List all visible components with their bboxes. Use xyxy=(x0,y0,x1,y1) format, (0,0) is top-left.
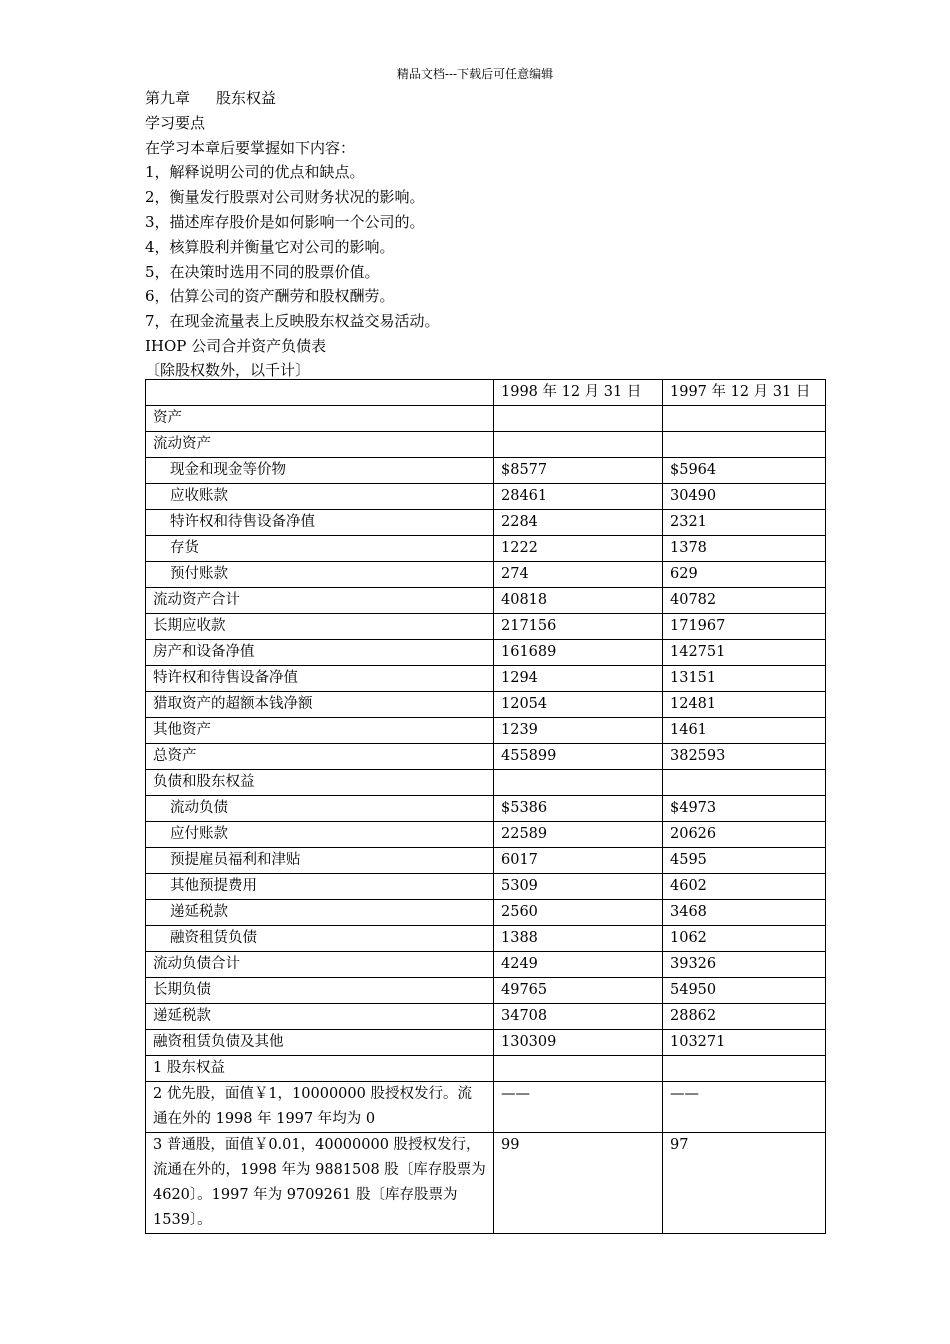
balance-sheet-table xyxy=(145,379,826,1234)
objective-item: 2，衡量发行股票对公司财务状况的影响。 xyxy=(145,188,425,207)
value-1998: 1239 xyxy=(494,717,663,743)
row-label: 负债和股东权益 xyxy=(146,769,494,795)
value-1998: —— xyxy=(494,1081,663,1132)
table-title: IHOP 公司合并资产负债表 xyxy=(145,336,327,355)
row-label: 总资产 xyxy=(146,743,494,769)
value-1997: 382593 xyxy=(663,743,826,769)
chapter-title: 股东权益 xyxy=(216,89,277,107)
row-label: 流动资产 xyxy=(146,431,494,457)
header-cell-1998: 1998 年 12 月 31 日 xyxy=(494,379,663,405)
value-1997: 2321 xyxy=(663,509,826,535)
objectives-list xyxy=(145,160,825,334)
row-label: 长期应收款 xyxy=(146,613,494,639)
row-label: 应收账款 xyxy=(146,483,494,509)
value-1998: $8577 xyxy=(494,457,663,483)
value-1997: 54950 xyxy=(663,977,826,1003)
row-label: 2 优先股，面值￥1，10000000 股授权发行。流通在外的 1998 年 1997 年均为 0 xyxy=(146,1081,494,1132)
row-label: 特许权和待售设备净值 xyxy=(146,509,494,535)
row-label: 递延税款 xyxy=(146,899,494,925)
table-row xyxy=(146,561,826,587)
value-1997: 142751 xyxy=(663,639,826,665)
value-1997: 13151 xyxy=(663,665,826,691)
value-1997: 28862 xyxy=(663,1003,826,1029)
table-row xyxy=(146,769,826,795)
table-row xyxy=(146,1081,826,1132)
value-1998: 1294 xyxy=(494,665,663,691)
value-1998: 22589 xyxy=(494,821,663,847)
row-label: 其他预提费用 xyxy=(146,873,494,899)
table-row xyxy=(146,873,826,899)
value-1997: 1062 xyxy=(663,925,826,951)
value-1998: 130309 xyxy=(494,1029,663,1055)
table-row xyxy=(146,1132,826,1233)
value-1997: 103271 xyxy=(663,1029,826,1055)
value-1998: 40818 xyxy=(494,587,663,613)
value-1998 xyxy=(494,405,663,431)
value-1997: —— xyxy=(663,1081,826,1132)
table-row xyxy=(146,847,826,873)
table-row xyxy=(146,1029,826,1055)
value-1997: 12481 xyxy=(663,691,826,717)
table-row xyxy=(146,951,826,977)
value-1998: 274 xyxy=(494,561,663,587)
value-1998: 12054 xyxy=(494,691,663,717)
value-1998: 455899 xyxy=(494,743,663,769)
table-row xyxy=(146,795,826,821)
value-1997: $5964 xyxy=(663,457,826,483)
value-1998: 34708 xyxy=(494,1003,663,1029)
document-body xyxy=(145,86,825,1234)
table-note: 〔除股权数外，以千计〕 xyxy=(145,360,311,379)
row-label: 房产和设备净值 xyxy=(146,639,494,665)
row-label: 3 普通股，面值￥0.01，40000000 股授权发行，流通在外的，1998 年为 9881508 股〔库存股票为 4620〕。1997 年为 9709261 股〔库存股票为 1539〕。 xyxy=(146,1132,494,1233)
header-cell-1997: 1997 年 12 月 31 日 xyxy=(663,379,826,405)
value-1997: 4602 xyxy=(663,873,826,899)
row-label: 递延税款 xyxy=(146,1003,494,1029)
value-1998: 1388 xyxy=(494,925,663,951)
value-1997: 40782 xyxy=(663,587,826,613)
table-row xyxy=(146,665,826,691)
objective-item: 5，在决策时选用不同的股票价值。 xyxy=(145,262,380,281)
row-label: 流动负债合计 xyxy=(146,951,494,977)
table-row xyxy=(146,1003,826,1029)
table-row xyxy=(146,587,826,613)
value-1998: 28461 xyxy=(494,483,663,509)
row-label: 存货 xyxy=(146,535,494,561)
page-header: 精品文档---下载后可任意编辑 xyxy=(396,67,554,81)
row-label: 猎取资产的超额本钱净额 xyxy=(146,691,494,717)
value-1998: $5386 xyxy=(494,795,663,821)
value-1997: 20626 xyxy=(663,821,826,847)
chapter-number: 第九章 xyxy=(145,89,191,107)
table-header-row xyxy=(146,379,826,405)
value-1998: 1222 xyxy=(494,535,663,561)
value-1997: 39326 xyxy=(663,951,826,977)
row-label: 融资租赁负债及其他 xyxy=(146,1029,494,1055)
objective-item: 4，核算股利并衡量它对公司的影响。 xyxy=(145,237,395,256)
value-1997 xyxy=(663,769,826,795)
table-row xyxy=(146,535,826,561)
value-1997: 4595 xyxy=(663,847,826,873)
table-row xyxy=(146,639,826,665)
table-row xyxy=(146,613,826,639)
value-1998: 161689 xyxy=(494,639,663,665)
value-1997: $4973 xyxy=(663,795,826,821)
table-row xyxy=(146,691,826,717)
value-1998: 99 xyxy=(494,1132,663,1233)
row-label: 流动负债 xyxy=(146,795,494,821)
objective-item: 1，解释说明公司的优点和缺点。 xyxy=(145,163,365,182)
table-row xyxy=(146,509,826,535)
table-row xyxy=(146,1055,826,1081)
table-row xyxy=(146,977,826,1003)
value-1998: 217156 xyxy=(494,613,663,639)
value-1998: 2560 xyxy=(494,899,663,925)
table-row xyxy=(146,483,826,509)
value-1997: 30490 xyxy=(663,483,826,509)
table-row xyxy=(146,821,826,847)
row-label: 预提雇员福利和津贴 xyxy=(146,847,494,873)
intro-text: 在学习本章后要掌握如下内容： xyxy=(145,138,356,157)
value-1998 xyxy=(494,769,663,795)
objective-item: 7，在现金流量表上反映股东权益交易活动。 xyxy=(145,312,440,331)
value-1997: 171967 xyxy=(663,613,826,639)
value-1998: 49765 xyxy=(494,977,663,1003)
objective-item: 6，估算公司的资产酬劳和股权酬劳。 xyxy=(145,287,395,306)
row-label: 特许权和待售设备净值 xyxy=(146,665,494,691)
value-1998 xyxy=(494,1055,663,1081)
row-label: 其他资产 xyxy=(146,717,494,743)
table-row xyxy=(146,899,826,925)
row-label: 现金和现金等价物 xyxy=(146,457,494,483)
header-cell-blank xyxy=(146,379,494,405)
chapter-heading xyxy=(145,86,825,111)
table-row xyxy=(146,925,826,951)
table-row xyxy=(146,431,826,457)
value-1997 xyxy=(663,405,826,431)
value-1997: 1461 xyxy=(663,717,826,743)
row-label: 流动资产合计 xyxy=(146,587,494,613)
row-label: 资产 xyxy=(146,405,494,431)
row-label: 预付账款 xyxy=(146,561,494,587)
section-title: 学习要点 xyxy=(145,113,206,132)
value-1998 xyxy=(494,431,663,457)
value-1998: 2284 xyxy=(494,509,663,535)
table-row xyxy=(146,405,826,431)
row-label: 应付账款 xyxy=(146,821,494,847)
table-row xyxy=(146,743,826,769)
value-1997 xyxy=(663,431,826,457)
table-row xyxy=(146,717,826,743)
value-1997: 1378 xyxy=(663,535,826,561)
value-1997: 97 xyxy=(663,1132,826,1233)
objective-item: 3，描述库存股价是如何影响一个公司的。 xyxy=(145,212,425,231)
value-1998: 4249 xyxy=(494,951,663,977)
value-1998: 5309 xyxy=(494,873,663,899)
row-label: 1 股东权益 xyxy=(146,1055,494,1081)
value-1997 xyxy=(663,1055,826,1081)
row-label: 融资租赁负债 xyxy=(146,925,494,951)
table-row xyxy=(146,457,826,483)
row-label: 长期负债 xyxy=(146,977,494,1003)
value-1998: 6017 xyxy=(494,847,663,873)
value-1997: 629 xyxy=(663,561,826,587)
value-1997: 3468 xyxy=(663,899,826,925)
